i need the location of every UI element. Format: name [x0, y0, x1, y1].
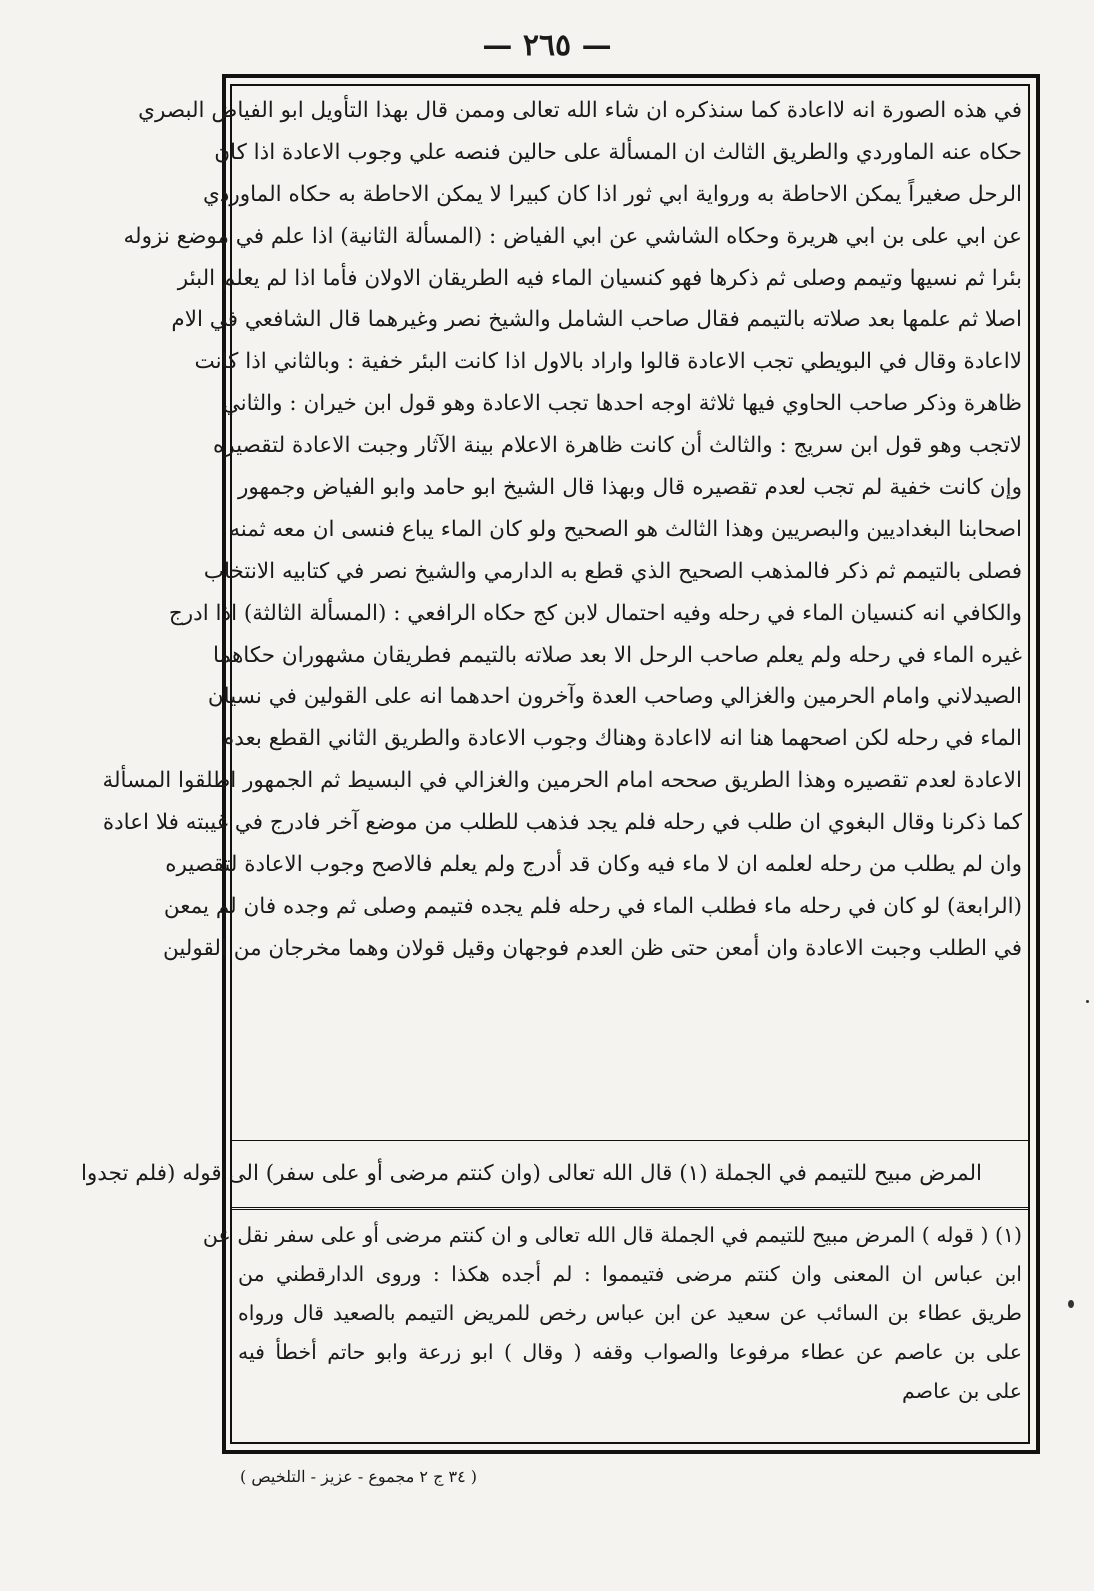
text-line: ظاهرة وذكر صاحب الحاوي فيها ثلاثة اوجه احدها تجب الاعادة وهو قول ابن خيران : والثاني: [222, 391, 1022, 417]
text-line: (الرابعة) لو كان في رحله ماء فطلب الماء في رحله فلم يجده فتيمم وصلى ثم وجده فان لم يمعن: [163, 893, 1022, 919]
text-line: الاعادة لعدم تقصيره وهذا الطريق صححه امام الحرمين والغزالي في البسيط ثم الجمهور اطلقوا المسألة: [102, 768, 1022, 794]
text-line: في هذه الصورة انه لااعادة كما سنذكره ان شاء الله تعالى وممن قال بهذا التأويل ابو الفياض البصري: [138, 98, 1022, 123]
text-line: الرحل صغيراً يمكن الاحاطة به ورواية ابي ثور اذا كان كبيرا لا يمكن الاحاطة به حكاه الماوردي: [202, 181, 1022, 207]
text-line: حكاه عنه الماوردي والطريق الثالث ان المسألة على حالين فنصه علي وجوب الاعادة اذا كان: [214, 139, 1022, 165]
text-line: فصلى بالتيمم ثم ذكر فالمذهب الصحيح الذي قطع به الدارمي والشيخ نصر في كتابيه الانتخاب: [203, 558, 1022, 584]
footnote-line: على بن عاصم عن عطاء مرفوعا والصواب وقفه ( وقال ) ابو زرعة وابو حاتم أخطأ فيه: [238, 1340, 1022, 1364]
section-divider: [232, 1140, 1028, 1141]
text-line: اصحابنا البغداديين والبصريين وهذا الثالث هو الصحيح ولو كان الماء يباع فنسى ان معه ثمنه: [229, 516, 1022, 542]
text-line: اصلا ثم علمها بعد صلاته بالتيمم فقال صاحب الشامل والشيخ نصر وغيرهما قال الشافعي في الام: [171, 307, 1022, 333]
ink-speck: [1086, 1000, 1089, 1003]
text-line: الصيدلاني وامام الحرمين والغزالي وصاحب العدة وآخرون احدهما انه على القولين في نسيان: [207, 684, 1022, 710]
ink-speck: [1068, 1300, 1074, 1308]
text-line: لااعادة وقال في البويطي تجب الاعادة قالوا واراد بالاول اذا كانت البئر خفية : وبالثاني اذا كانت: [194, 349, 1022, 375]
text-line: بئرا ثم نسيها وتيمم وصلى ثم ذكرها فهو كنسيان الماء فيه الطريقان الاولان فأما اذا لم يعلم البئر: [177, 265, 1022, 291]
main-text-block: [102, 90, 1022, 1140]
footnote-line: (١) ( قوله ) المرض مبيح للتيمم في الجملة قال الله تعالى و ان كنتم مرضى أو على سفر نقل عن: [202, 1223, 1022, 1247]
text-line: عن ابي على بن ابي هريرة وحكاه الشاشي عن ابي الفياض : (المسألة الثانية) اذا علم في موضع نزوله: [123, 223, 1022, 249]
text-line: كما ذكرنا وقال البغوي ان طلب في رحله فلم يجد فذهب للطلب من موضع آخر فادرج في غيبته فلا اعادة: [102, 810, 1022, 836]
page-number: — ٢٦٥ —: [482, 28, 612, 63]
gloss-line: المرض مبيح للتيمم في الجملة (١) قال الله تعالى (وان كنتم مرضى أو على سفر) الى قوله (فلم تجدوا: [80, 1161, 982, 1186]
footnote-divider: [232, 1207, 1028, 1210]
footnotes-block: [202, 1216, 1022, 1446]
text-line: وإن كانت خفية لم تجب لعدم تقصيره قال وبهذا قال الشيخ ابو حامد وابو الفياض وجمهور: [238, 475, 1022, 501]
footnote-line: طريق عطاء بن السائب عن سعيد عن ابن عباس رخص للمريض التيمم بالصعيد قال ورواه: [238, 1301, 1022, 1325]
text-line: غيره الماء في رحله ولم يعلم صاحب الرحل الا بعد صلاته بالتيمم فطريقان مشهوران حكاهما: [212, 642, 1022, 668]
text-line: والكافي انه كنسيان الماء في رحله وفيه احتمال لابن كج حكاه الرافعي : (المسألة الثالثة) اذا ادرج: [168, 600, 1022, 626]
text-line: الماء في رحله لكن اصحهما هنا انه لااعادة وهناك وجوب الاعادة والطريق الثاني القطع بعدم: [220, 726, 1022, 752]
text-line: لاتجب وهو قول ابن سريج : والثالث أن كانت ظاهرة الاعلام بينة الآثار وجبت الاعادة لتقصيره: [212, 433, 1022, 459]
footnote-line: ابن عباس ان المعنى وان كنتم مرضى فتيمموا : لم أجده هكذا : وروى الدارقطني من: [238, 1262, 1022, 1286]
text-line: وان لم يطلب من رحله لعلمه ان لا ماء فيه وكان قد أدرج ولم يعلم فالاصح وجوب الاعادة لتقصيره: [165, 852, 1022, 878]
footnote-line: على بن عاصم: [902, 1379, 1022, 1403]
signature-mark: ( ٣٤ ج ٢ مجموع - عزيز - التلخيص ): [240, 1467, 477, 1486]
text-line: في الطلب وجبت الاعادة وان أمعن حتى ظن العدم فوجهان وقيل قولان وهما مخرجان من القولين: [162, 935, 1022, 961]
